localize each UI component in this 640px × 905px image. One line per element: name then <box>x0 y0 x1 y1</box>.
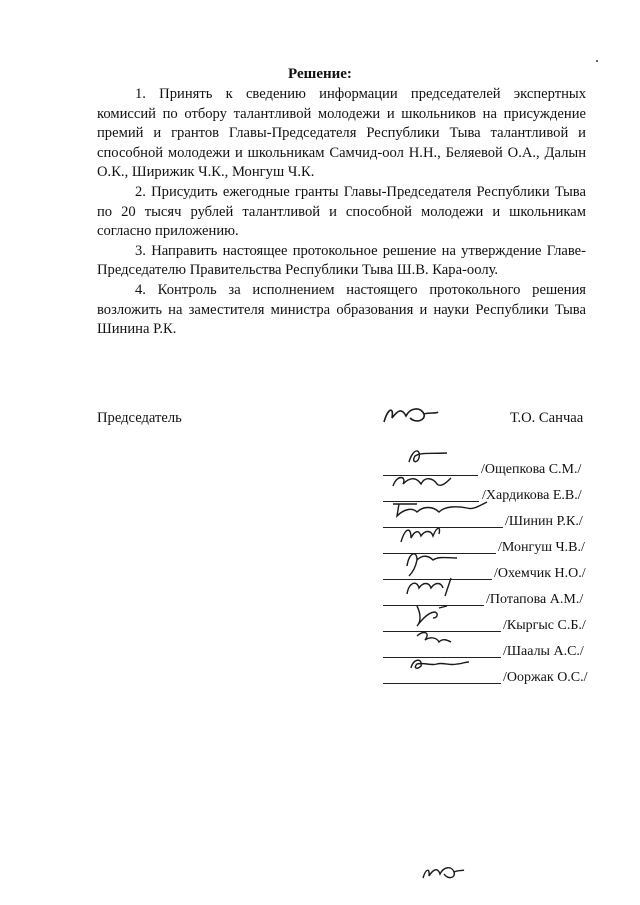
signatory-name: /Ооржак О.С./ <box>503 670 588 685</box>
signature-row <box>0 638 640 662</box>
decision-heading: Решение: <box>288 66 352 82</box>
signatory-name: /Хардикова Е.В./ <box>482 488 582 503</box>
chair-signature <box>380 402 440 428</box>
signature-row <box>0 456 640 480</box>
scan-speck <box>596 60 598 62</box>
chair-name: Т.О. Санчаа <box>510 410 584 426</box>
decision-item-1: 1. Принять к сведению информации председателей экспертных комиссий по отбору талантливой молодежи и школьников на присуждение премий и грантов Главы-Председателя Республики Тыва талантливой и способной молодежи и школьникам Самчид-оол Н.Н., Беляевой О.А., Далын О.К., Ширижик Ч.К., Монгуш Ч.К. <box>97 86 586 181</box>
signature-row <box>0 560 640 584</box>
footer-signature <box>420 862 466 884</box>
signatory-name: /Охемчик Н.О./ <box>494 566 586 581</box>
signature-row <box>0 664 640 688</box>
signatory-name: /Потапова А.М./ <box>486 592 584 607</box>
signature-row <box>0 482 640 506</box>
decision-body <box>97 85 586 340</box>
signatory-name: /Ощепкова С.М./ <box>481 462 582 477</box>
chair-label: Председатель <box>97 410 182 426</box>
decision-item-4: 4. Контроль за исполнением настоящего протокольного решения возложить на заместителя министра образования и науки Республики Тыва Шинина Р.К. <box>97 281 586 338</box>
signatory-name: /Кыргыс С.Б./ <box>503 618 586 633</box>
decision-item-2: 2. Присудить ежегодные гранты Главы-Председателя Республики Тыва по 20 тысяч рублей талантливой и способной молодежи и школьникам согласно приложению. <box>97 183 586 240</box>
decision-item-3: 3. Направить настоящее протокольное решение на утверждение Главе-Председателю Правительства Республики Тыва Ш.В. Кара-оолу. <box>97 242 586 279</box>
signatory-name: /Шинин Р.К./ <box>505 514 583 529</box>
signature-row <box>0 534 640 558</box>
signatory-name: /Шаалы А.С./ <box>503 644 584 659</box>
handwritten-signature <box>387 652 497 686</box>
signatory-name: /Монгуш Ч.В./ <box>498 540 585 555</box>
signature-row <box>0 586 640 610</box>
signature-row <box>0 612 640 636</box>
signature-row <box>0 508 640 532</box>
